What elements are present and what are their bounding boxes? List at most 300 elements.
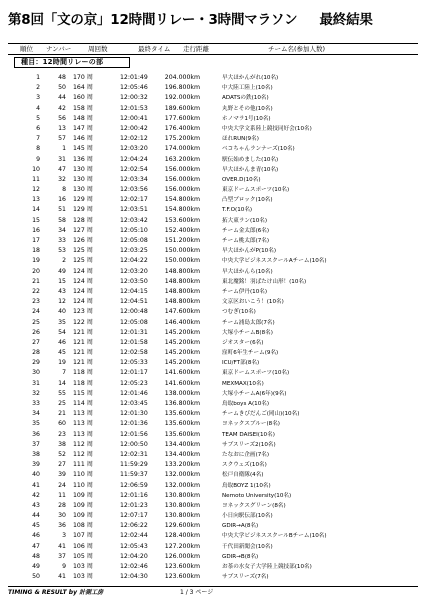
cell-number: 45 <box>58 349 66 357</box>
cell-time: 12:02:54 <box>120 165 148 173</box>
cell-laps: 122 周 <box>73 318 93 326</box>
table-row <box>8 134 418 144</box>
table-row <box>8 501 418 511</box>
header-number: ナンバー <box>46 45 72 53</box>
table-row <box>8 246 418 256</box>
cell-number: 13 <box>58 124 66 132</box>
cell-number: 1 <box>62 145 66 153</box>
cell-rank: 19 <box>32 257 40 265</box>
cell-distance: 132.000km <box>164 471 200 479</box>
cell-time: 12:00:42 <box>120 124 148 132</box>
cell-time: 12:05:08 <box>120 318 148 326</box>
cell-distance: 192.000km <box>164 94 200 102</box>
cell-number: 21 <box>58 410 66 418</box>
table-row <box>8 491 418 501</box>
cell-number: 23 <box>58 430 66 438</box>
cell-team: 丸野とその他(10名) <box>222 105 273 112</box>
cell-number: 38 <box>58 440 66 448</box>
cell-time: 12:00:32 <box>120 94 148 102</box>
cell-time: 12:02:31 <box>120 450 148 458</box>
cell-time: 12:01:16 <box>120 491 148 499</box>
table-row <box>8 297 418 307</box>
cell-team: 早大ほかんがP(10名) <box>222 248 277 255</box>
footer-page-number: 1 / 3 ページ <box>180 589 214 596</box>
cell-laps: 127 周 <box>73 226 93 234</box>
table-row <box>8 552 418 562</box>
cell-time: 12:03:20 <box>120 145 148 153</box>
table-row <box>8 267 418 277</box>
cell-distance: 156.000km <box>164 186 200 194</box>
cell-distance: 145.200km <box>164 328 200 336</box>
table-row <box>8 419 418 429</box>
cell-laps: 125 周 <box>73 247 93 255</box>
cell-laps: 147 周 <box>73 124 93 132</box>
results-label: 最終結果 <box>319 12 373 28</box>
cell-laps: 160 周 <box>73 94 93 102</box>
cell-rank: 43 <box>32 501 40 509</box>
cell-time: 12:01:36 <box>120 420 148 428</box>
cell-distance: 123.600km <box>164 573 200 581</box>
cell-distance: 147.600km <box>164 308 200 316</box>
cell-team: 東北魔銘！羽ばたけ山形！(10名) <box>222 278 307 285</box>
cell-laps: 121 周 <box>73 338 93 346</box>
cell-laps: 111 周 <box>73 461 93 469</box>
footer-credit: TIMING & RESULT by 計測工房 <box>8 589 104 596</box>
cell-time: 12:04:15 <box>120 287 148 295</box>
cell-team: MEXMAX(10名) <box>222 380 264 387</box>
cell-number: 30 <box>58 512 66 520</box>
cell-team: 千代田新聞会(10名) <box>222 543 273 550</box>
cell-laps: 158 周 <box>73 104 93 112</box>
cell-distance: 145.200km <box>164 338 200 346</box>
cell-distance: 177.600km <box>164 114 200 122</box>
cell-distance: 154.800km <box>164 206 200 214</box>
cell-number: 24 <box>58 481 66 489</box>
cell-number: 33 <box>58 237 66 244</box>
cell-rank: 35 <box>32 420 40 428</box>
cell-time: 12:04:30 <box>120 573 148 581</box>
cell-number: 28 <box>58 501 66 509</box>
cell-team: 大塚小チームA(6年)(9名) <box>222 390 287 397</box>
cell-time: 11:59:29 <box>120 461 148 469</box>
table-row <box>8 155 418 165</box>
cell-laps: 113 周 <box>73 430 93 438</box>
cell-laps: 105 周 <box>73 552 93 560</box>
cell-laps: 113 周 <box>73 410 93 418</box>
cell-laps: 109 周 <box>73 491 93 499</box>
cell-number: 12 <box>58 298 66 306</box>
cell-rank: 49 <box>32 563 40 570</box>
table-row <box>8 521 418 531</box>
cell-laps: 130 周 <box>73 165 93 173</box>
column-header-row <box>8 43 418 55</box>
cell-time: 12:04:24 <box>120 155 148 163</box>
cell-distance: 141.600km <box>164 379 200 387</box>
cell-rank: 3 <box>36 94 40 102</box>
cell-laps: 110 周 <box>73 481 93 489</box>
cell-laps: 128 周 <box>73 216 93 224</box>
cell-time: 12:03:25 <box>120 247 148 255</box>
cell-number: 16 <box>58 196 66 204</box>
cell-rank: 4 <box>36 104 40 112</box>
cell-rank: 22 <box>32 287 40 295</box>
cell-number: 7 <box>62 369 66 377</box>
cell-distance: 138.000km <box>164 389 200 397</box>
cell-team: ジオスター(6名) <box>222 339 264 346</box>
cell-distance: 135.600km <box>164 410 200 418</box>
cell-distance: 145.200km <box>164 349 200 357</box>
cell-team: ICU/FT部(8名) <box>222 360 260 367</box>
table-row <box>8 440 418 450</box>
cell-laps: 112 周 <box>73 450 93 458</box>
cell-rank: 44 <box>32 512 40 520</box>
cell-distance: 148.800km <box>164 287 200 295</box>
cell-rank: 9 <box>36 155 40 163</box>
cell-time: 12:02:46 <box>120 563 148 570</box>
cell-number: 51 <box>58 206 66 214</box>
cell-distance: 148.800km <box>164 267 200 275</box>
cell-laps: 170 周 <box>73 74 93 81</box>
cell-rank: 2 <box>36 84 40 92</box>
cell-number: 52 <box>58 450 66 458</box>
cell-distance: 141.600km <box>164 369 200 377</box>
cell-team: 中央大学ビジネススクールAチーム(10名) <box>222 258 327 265</box>
table-row <box>8 205 418 215</box>
cell-rank: 28 <box>32 349 40 357</box>
cell-number: 3 <box>62 532 66 540</box>
table-row <box>8 195 418 205</box>
cell-team: 早大ほかんら(10名) <box>222 268 273 275</box>
cell-rank: 38 <box>32 450 40 458</box>
cell-distance: 174.000km <box>164 145 200 153</box>
cell-team: 中央大学ビジネススクールBチーム(10名) <box>222 533 327 540</box>
cell-laps: 136 周 <box>73 155 93 163</box>
table-row <box>8 450 418 460</box>
table-row <box>8 379 418 389</box>
cell-distance: 153.600km <box>164 216 200 224</box>
table-row <box>8 73 418 83</box>
cell-laps: 125 周 <box>73 257 93 265</box>
table-row <box>8 277 418 287</box>
header-laps: 周回数 <box>88 45 108 53</box>
cell-rank: 39 <box>32 461 40 469</box>
cell-rank: 6 <box>36 124 40 132</box>
cell-distance: 148.800km <box>164 277 200 285</box>
cell-team: 凸型ブロック(10名) <box>222 197 273 204</box>
cell-laps: 110 周 <box>73 471 93 479</box>
cell-team: Nemoto University(10名) <box>222 492 292 499</box>
table-row <box>8 562 418 572</box>
cell-distance: 150.000km <box>164 257 200 265</box>
cell-team: 鳥取BOYZ 1(10名) <box>222 482 271 489</box>
cell-number: 25 <box>58 400 66 407</box>
table-row <box>8 328 418 338</box>
cell-time: 12:04:22 <box>120 257 148 265</box>
cell-distance: 130.800km <box>164 491 200 499</box>
cell-laps: 115 周 <box>73 389 93 397</box>
cell-number: 9 <box>62 563 66 570</box>
cell-distance: 130.800km <box>164 512 200 520</box>
cell-laps: 145 周 <box>73 145 93 153</box>
cell-laps: 109 周 <box>73 512 93 520</box>
cell-rank: 10 <box>32 165 40 173</box>
cell-laps: 118 周 <box>73 379 93 387</box>
cell-team: ADATSの鉄(10名) <box>222 95 269 102</box>
cell-team: ベコちゃんランナーズ(10名) <box>222 146 295 153</box>
cell-rank: 17 <box>32 237 40 244</box>
cell-distance: 128.400km <box>164 532 200 540</box>
cell-distance: 148.800km <box>164 298 200 306</box>
cell-time: 12:01:17 <box>120 369 148 377</box>
cell-team: お茶の水女子大学陸上競技部(10名) <box>222 564 312 570</box>
table-row <box>8 531 418 541</box>
cell-rank: 31 <box>32 379 40 387</box>
table-row <box>8 511 418 521</box>
cell-number: 27 <box>58 461 66 469</box>
cell-time: 12:05:23 <box>120 379 148 387</box>
cell-time: 12:00:50 <box>120 440 148 448</box>
cell-distance: 176.400km <box>164 124 200 132</box>
cell-rank: 33 <box>32 400 40 407</box>
cell-team: チーム金太郎(6名) <box>222 227 270 234</box>
cell-rank: 27 <box>32 338 40 346</box>
cell-laps: 130 周 <box>73 186 93 194</box>
table-row <box>8 256 418 266</box>
cell-distance: 145.200km <box>164 359 200 367</box>
cell-rank: 36 <box>32 430 40 438</box>
cell-distance: 135.600km <box>164 430 200 438</box>
cell-team: ほれRUN(9名) <box>222 136 259 143</box>
cell-distance: 175.200km <box>164 135 200 143</box>
cell-number: 48 <box>58 74 66 81</box>
cell-distance: 132.000km <box>164 481 200 489</box>
cell-rank: 24 <box>32 308 40 316</box>
cell-rank: 47 <box>32 542 40 550</box>
cell-distance: 136.800km <box>164 400 200 407</box>
cell-number: 35 <box>58 318 66 326</box>
cell-rank: 14 <box>32 206 40 214</box>
cell-distance: 134.400km <box>164 440 200 448</box>
cell-time: 12:05:46 <box>120 84 148 92</box>
cell-rank: 29 <box>32 359 40 367</box>
cell-team: チームきびだんご(岡山)(10名) <box>222 411 300 418</box>
table-row <box>8 216 418 226</box>
table-row <box>8 318 418 328</box>
page-footer <box>8 586 418 596</box>
cell-team: チーム桃太郎(7名) <box>222 238 270 244</box>
cell-team: スクウェズ(10名) <box>222 462 267 469</box>
header-distance: 走行距離 <box>183 45 209 53</box>
cell-rank: 5 <box>36 114 40 122</box>
cell-time: 12:06:22 <box>120 522 148 530</box>
cell-laps: 121 周 <box>73 359 93 367</box>
cell-team: サブスリーズ2(10名) <box>222 441 276 448</box>
cell-time: 12:03:51 <box>120 206 148 214</box>
cell-laps: 107 周 <box>73 532 93 540</box>
cell-rank: 48 <box>32 552 40 560</box>
cell-team: 東京ドームスポーツ(10名) <box>222 187 290 194</box>
table-row <box>8 165 418 175</box>
cell-rank: 11 <box>32 175 40 183</box>
cell-number: 55 <box>58 389 66 397</box>
cell-number: 40 <box>58 308 66 316</box>
table-row <box>8 185 418 195</box>
cell-time: 11:59:37 <box>120 471 148 479</box>
cell-team: 東京ドームスポーツ(10名) <box>222 370 290 377</box>
cell-time: 12:01:23 <box>120 501 148 509</box>
table-row <box>8 307 418 317</box>
cell-rank: 37 <box>32 440 40 448</box>
cell-number: 2 <box>62 257 66 265</box>
table-row <box>8 348 418 358</box>
cell-time: 12:05:33 <box>120 359 148 367</box>
cell-laps: 103 周 <box>73 563 93 570</box>
cell-rank: 32 <box>32 389 40 397</box>
cell-laps: 113 周 <box>73 420 93 428</box>
table-row <box>8 104 418 114</box>
cell-distance: 123.600km <box>164 563 200 570</box>
table-row <box>8 368 418 378</box>
cell-distance: 152.400km <box>164 226 200 234</box>
cell-distance: 156.000km <box>164 175 200 183</box>
cell-team: チーム伊丹(10名) <box>222 288 268 295</box>
cell-laps: 103 周 <box>73 573 93 581</box>
table-row <box>8 542 418 552</box>
cell-laps: 114 周 <box>73 400 93 407</box>
cell-laps: 124 周 <box>73 287 93 295</box>
cell-distance: 151.200km <box>164 237 200 244</box>
cell-number: 36 <box>58 522 66 530</box>
cell-rank: 13 <box>32 196 40 204</box>
cell-team: 早大ほかんがれ(10名) <box>222 75 279 81</box>
cell-laps: 164 周 <box>73 84 93 92</box>
cell-time: 12:05:43 <box>120 542 148 550</box>
header-team: チーム名(参加人数) <box>268 45 326 53</box>
cell-time: 12:03:56 <box>120 186 148 194</box>
cell-number: 41 <box>58 573 66 581</box>
cell-rank: 34 <box>32 410 40 418</box>
title-text: 第8回「文の京」12時間リレー・3時間マラソン <box>8 12 298 28</box>
cell-time: 12:05:10 <box>120 226 148 234</box>
cell-time: 12:01:58 <box>120 338 148 346</box>
cell-team: 拓大東ラン(10名) <box>222 217 268 224</box>
cell-number: 11 <box>58 491 66 499</box>
cell-rank: 18 <box>32 247 40 255</box>
event-label: 種目：12時間リレーの部 <box>14 57 130 68</box>
cell-time: 12:03:42 <box>120 216 148 224</box>
cell-time: 12:01:46 <box>120 389 148 397</box>
cell-number: 8 <box>62 186 66 194</box>
cell-number: 56 <box>58 114 66 122</box>
cell-team: 早大ほかんま青(10名) <box>222 166 279 173</box>
cell-distance: 133.200km <box>164 461 200 469</box>
cell-number: 54 <box>58 328 66 336</box>
cell-rank: 21 <box>32 277 40 285</box>
cell-laps: 112 周 <box>73 440 93 448</box>
table-row <box>8 114 418 124</box>
cell-number: 43 <box>58 287 66 295</box>
cell-time: 12:00:41 <box>120 114 148 122</box>
cell-laps: 121 周 <box>73 349 93 357</box>
cell-laps: 124 周 <box>73 298 93 306</box>
cell-number: 49 <box>58 267 66 275</box>
cell-rank: 16 <box>32 226 40 234</box>
cell-rank: 1 <box>36 74 40 81</box>
cell-team: OVER.D(10名) <box>222 176 261 183</box>
cell-distance: 154.800km <box>164 196 200 204</box>
table-row <box>8 226 418 236</box>
cell-team: 中大陸工陸上(10名) <box>222 85 273 92</box>
cell-number: 32 <box>58 175 66 183</box>
table-row <box>8 236 418 246</box>
cell-time: 12:03:34 <box>120 175 148 183</box>
cell-laps: 124 周 <box>73 277 93 285</box>
cell-time: 12:01:53 <box>120 104 148 112</box>
cell-number: 15 <box>58 277 66 285</box>
cell-number: 34 <box>58 226 66 234</box>
cell-time: 12:00:48 <box>120 308 148 316</box>
header-best-time: 最終タイム <box>138 45 171 53</box>
cell-team: 松戸自衛隊(4名) <box>222 472 264 479</box>
cell-time: 12:01:30 <box>120 410 148 418</box>
cell-rank: 20 <box>32 267 40 275</box>
cell-number: 57 <box>58 135 66 143</box>
cell-distance: 130.800km <box>164 501 200 509</box>
cell-distance: 126.000km <box>164 552 200 560</box>
results-table <box>8 73 418 582</box>
cell-time: 12:07:17 <box>120 512 148 520</box>
cell-number: 47 <box>58 165 66 173</box>
cell-number: 14 <box>58 379 66 387</box>
cell-laps: 124 周 <box>73 267 93 275</box>
cell-time: 12:03:45 <box>120 400 148 407</box>
cell-number: 44 <box>58 94 66 102</box>
cell-laps: 106 周 <box>73 542 93 550</box>
table-row <box>8 93 418 103</box>
table-row <box>8 430 418 440</box>
cell-team: T.F.O(10名) <box>222 207 253 214</box>
cell-distance: 150.000km <box>164 247 200 255</box>
cell-time: 12:01:49 <box>120 74 148 81</box>
table-row <box>8 481 418 491</box>
cell-laps: 123 周 <box>73 308 93 316</box>
cell-laps: 146 周 <box>73 135 93 143</box>
cell-team: ヨネックスグリーン(8名) <box>222 502 286 509</box>
cell-team: サブスリーズ(7名) <box>222 574 269 581</box>
cell-laps: 118 周 <box>73 369 93 377</box>
cell-time: 12:02:44 <box>120 532 148 540</box>
cell-rank: 50 <box>32 573 40 581</box>
cell-distance: 129.600km <box>164 522 200 530</box>
table-row <box>8 338 418 348</box>
cell-team: ホノマラ1号(10名) <box>222 115 271 122</box>
cell-rank: 46 <box>32 532 40 540</box>
cell-rank: 40 <box>32 471 40 479</box>
cell-time: 12:04:51 <box>120 298 148 306</box>
cell-team: ヨネックスブルー(8名) <box>222 421 280 428</box>
cell-distance: 196.800km <box>164 84 200 92</box>
cell-distance: 127.200km <box>164 542 200 550</box>
cell-laps: 129 周 <box>73 206 93 214</box>
table-row <box>8 399 418 409</box>
cell-distance: 146.400km <box>164 318 200 326</box>
cell-team: 鳥取boys A(10名) <box>222 401 270 407</box>
cell-rank: 7 <box>36 135 40 143</box>
table-row <box>8 175 418 185</box>
cell-laps: 108 周 <box>73 522 93 530</box>
cell-number: 31 <box>58 155 66 163</box>
cell-number: 58 <box>58 216 66 224</box>
